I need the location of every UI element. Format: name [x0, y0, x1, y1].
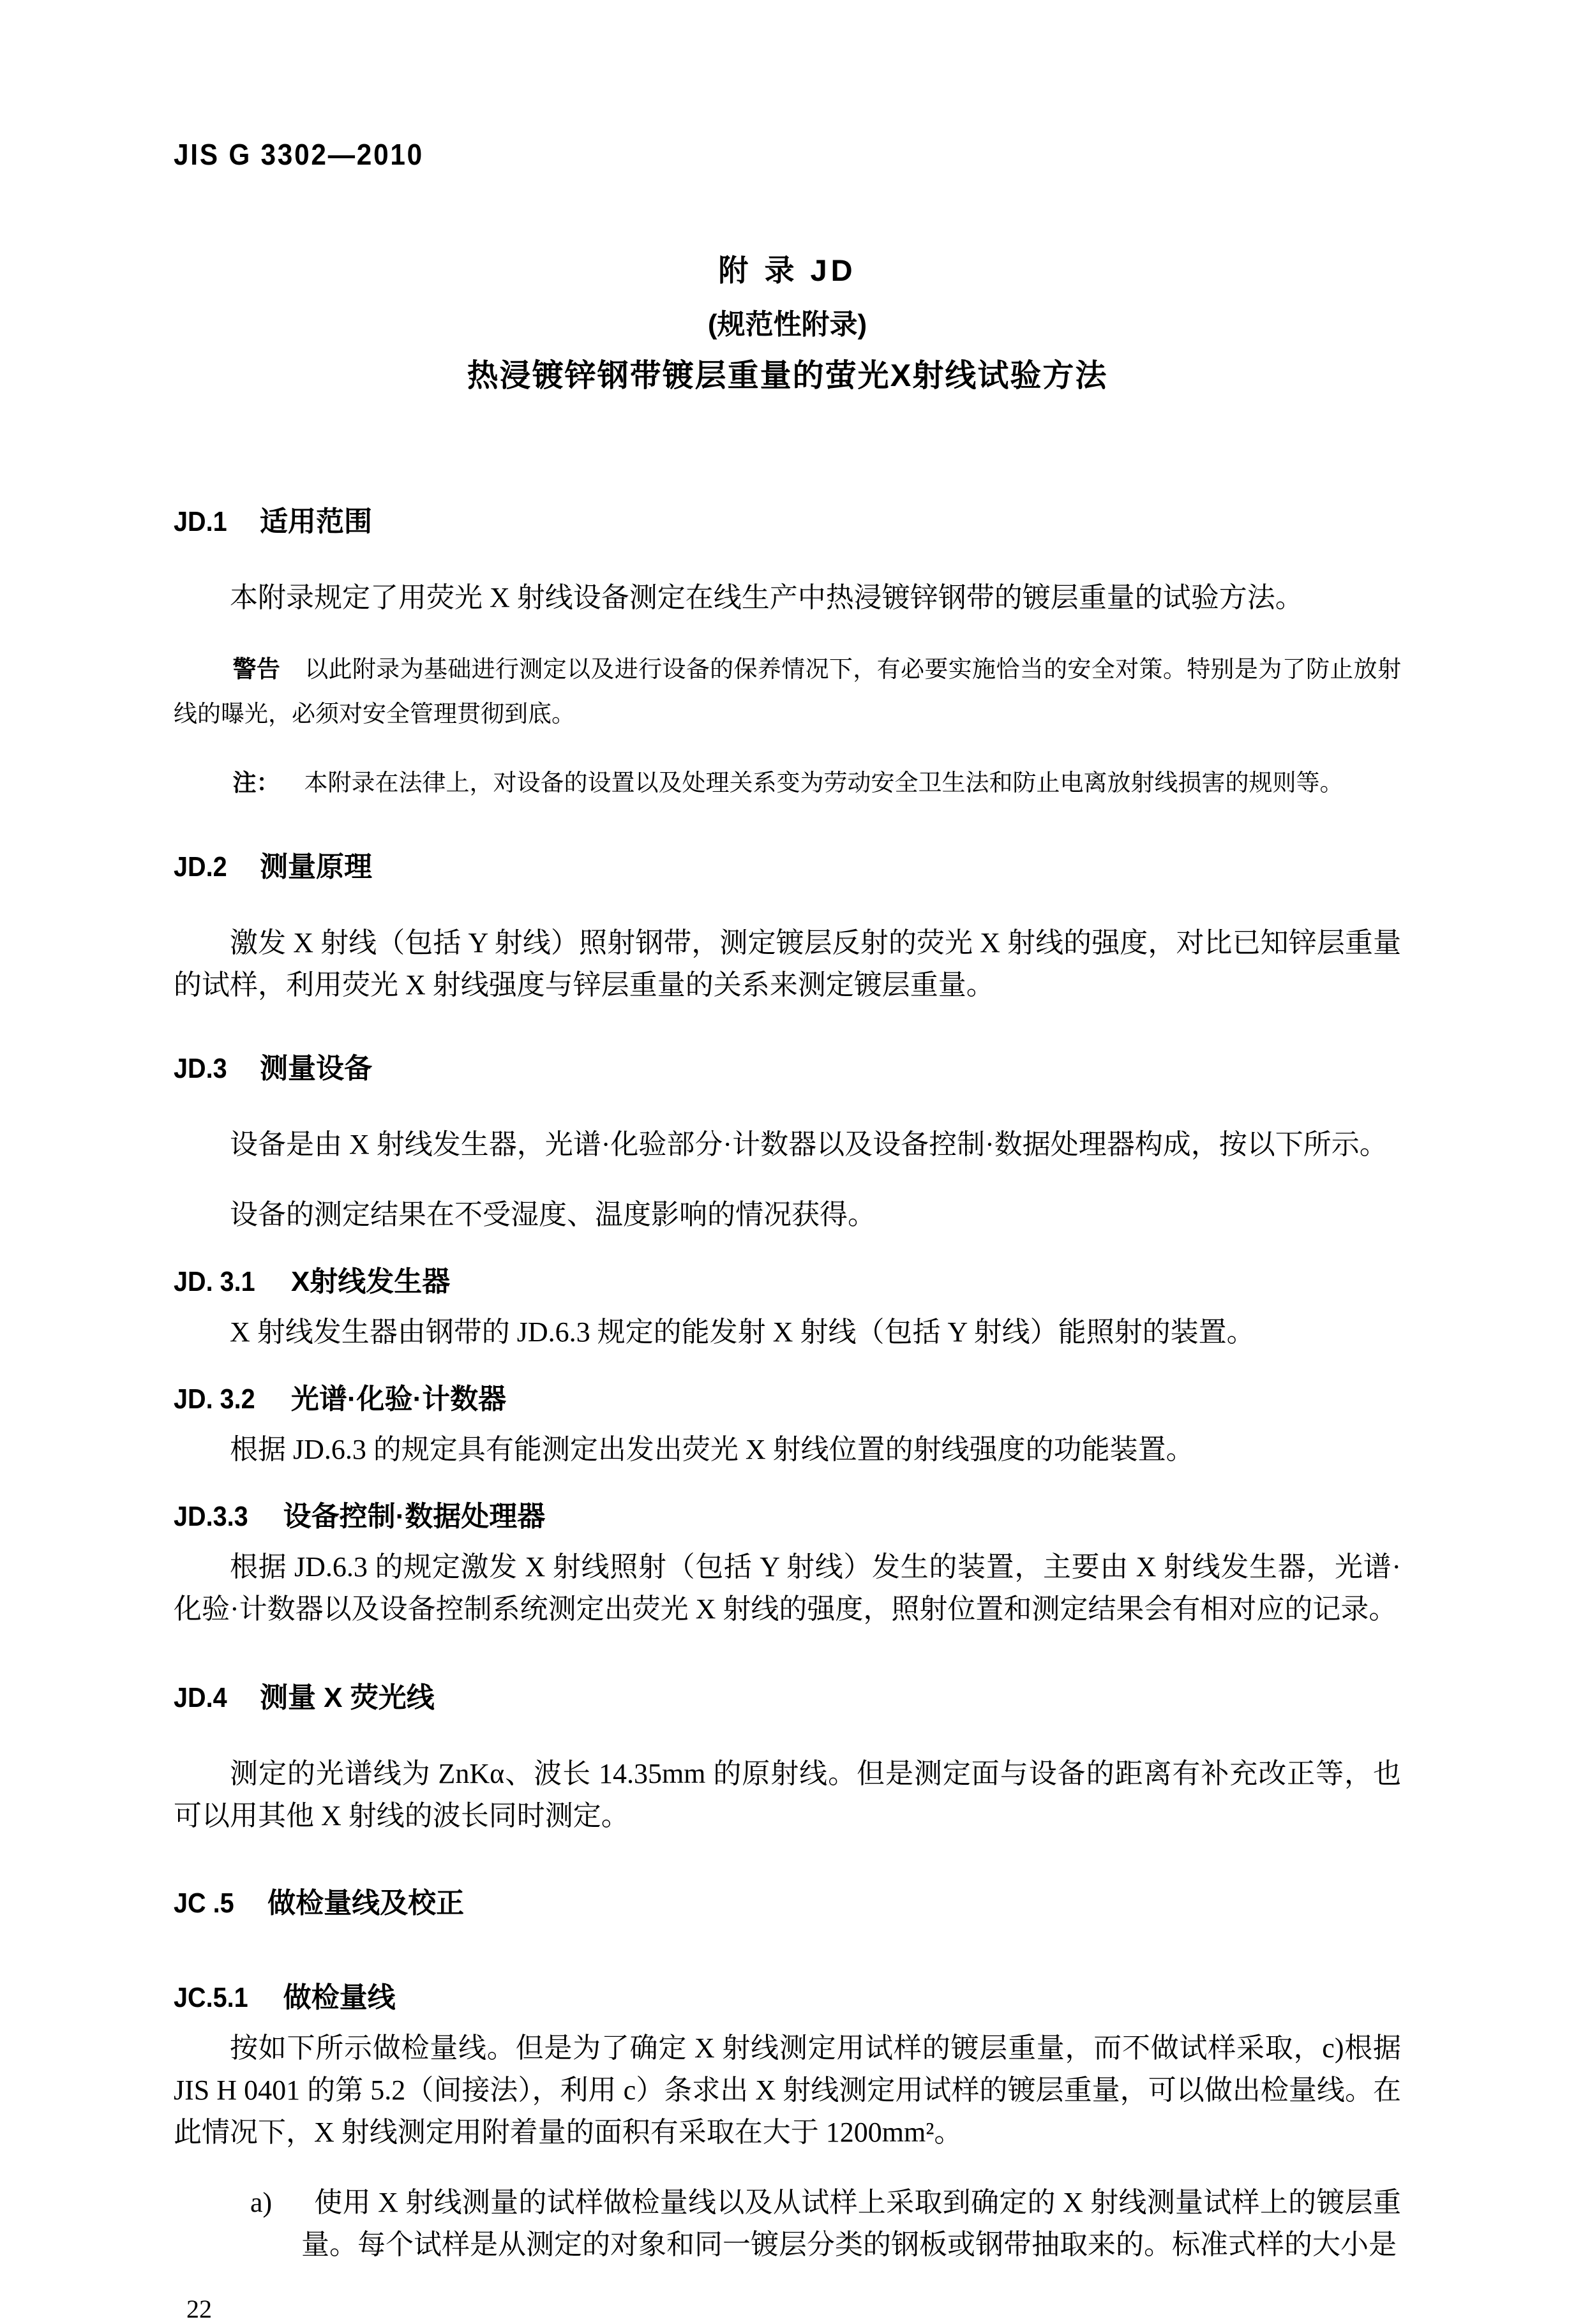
- section-title: 做检量线及校正: [267, 1888, 465, 1919]
- section-title: 测量 X 荧光线: [259, 1682, 435, 1713]
- section-heading-jd1: [174, 504, 1401, 540]
- appendix-main-title: 热浸镀锌钢带镀层重量的萤光X射线试验方法: [467, 359, 1108, 393]
- paragraph-jd31-generator: X 射线发生器由钢带的 JD.6.3 规定的能发射 X 射线（包括 Y 射线）能照射的装置。: [230, 1316, 1255, 1348]
- section-heading-jd3: [174, 1051, 1401, 1087]
- note-paragraph: [174, 761, 1401, 806]
- section-heading-jd4: [174, 1680, 1401, 1716]
- section-number: JC.5.1: [174, 1982, 248, 2013]
- section-number: JD.1: [174, 506, 227, 537]
- section-heading-jd32: [174, 1382, 1401, 1417]
- section-heading-jc51: [174, 1980, 1401, 2016]
- section-title: 做检量线: [283, 1982, 396, 2013]
- list-item-a: [174, 2182, 1401, 2266]
- paragraph-jd1-scope: 本附录规定了用荧光 X 射线设备测定在线生产中热浸镀锌钢带的镀层重量的试验方法。: [230, 582, 1303, 613]
- section-number: JD.2: [174, 851, 227, 883]
- section-number: JD.3: [174, 1053, 227, 1084]
- section-number: JD.3.3: [174, 1501, 248, 1532]
- paragraph-jc51-calibration: 按如下所示做检量线。但是为了确定 X 射线测定用试样的镀层重量，而不做试样采取，c)根据 JIS H 0401 的第 5.2（间接法），利用 c）条求出 X 射线测定用试样的镀层重量，可以做出检量线。在此情况下，X 射线测定用附着量的面积有采取在大于 1200mm²。: [174, 2032, 1401, 2148]
- appendix-subtitle: (规范性附录): [707, 309, 867, 340]
- paragraph-jd2-principle: 激发 X 射线（包括 Y 射线）照射钢带，测定镀层反射的荧光 X 射线的强度，对比已知锌层重量的试样，利用荧光 X 射线强度与锌层重量的关系来测定镀层重量。: [174, 927, 1401, 1001]
- section-title: 光谱·化验·计数器: [290, 1383, 507, 1415]
- paragraph-jd4-fluorescence: 测定的光谱线为 ZnKα、波长 14.35mm 的原射线。但是测定面与设备的距离有补充改正等，也可以用其他 X 射线的波长同时测定。: [174, 1758, 1401, 1831]
- section-heading-jd33: [174, 1499, 1401, 1535]
- section-heading-jd31: [174, 1264, 1401, 1300]
- section-number: JD.4: [174, 1682, 227, 1713]
- note-text: 本附录在法律上，对设备的设置以及处理关系变为劳动安全卫生法和防止电离放射线损害的规则等。: [304, 770, 1344, 796]
- section-title: X射线发生器: [290, 1266, 451, 1297]
- section-number: JC .5: [174, 1888, 234, 1919]
- list-item-marker: a): [250, 2187, 273, 2218]
- page-number: 22: [186, 2295, 212, 2323]
- section-title: 设备控制·数据处理器: [283, 1501, 546, 1532]
- appendix-title: 附 录 JD: [718, 253, 857, 287]
- section-title: 适用范围: [259, 506, 372, 537]
- paragraph-jd3-equipment-1: 设备是由 X 射线发生器，光谱·化验部分·计数器以及设备控制·数据处理器构成，按以下所示。: [230, 1129, 1388, 1160]
- section-number: JD. 3.1: [174, 1266, 255, 1297]
- list-item-text: 使用 X 射线测量的试样做检量线以及从试样上采取到确定的 X 射线测量试样上的镀层重量。每个试样是从测定的对象和同一镀层分类的钢板或钢带抽取来的。标准式样的大小是: [301, 2187, 1401, 2260]
- paragraph-jd3-equipment-2: 设备的测定结果在不受湿度、温度影响的情况获得。: [230, 1199, 876, 1230]
- paragraph-jd33-processor: 根据 JD.6.3 的规定激发 X 射线照射（包括 Y 射线）发生的装置，主要由 X 射线发生器，光谱·化验·计数器以及设备控制系统测定出荧光 X 射线的强度，照射位置和测定结果会有相对应的记录。: [174, 1551, 1401, 1625]
- paragraph-jd32-counter: 根据 JD.6.3 的规定具有能测定出发出荧光 X 射线位置的射线强度的功能装置。: [230, 1434, 1194, 1465]
- warning-paragraph: [174, 647, 1401, 737]
- appendix-title-block: [174, 247, 1401, 396]
- note-label: 注：: [232, 770, 280, 796]
- standard-number-header: JIS G 3302—2010: [174, 138, 424, 171]
- section-heading-jc5: [174, 1886, 1401, 1921]
- warning-label: 警告: [232, 656, 281, 682]
- section-number: JD. 3.2: [174, 1383, 255, 1415]
- section-heading-jd2: [174, 849, 1401, 885]
- section-title: 测量设备: [259, 1053, 372, 1084]
- warning-text: 以此附录为基础进行测定以及进行设备的保养情况下，有必要实施恰当的安全对策。特别是为了防止放射线的曝光，必须对安全管理贯彻到底。: [174, 657, 1401, 727]
- section-title: 测量原理: [259, 851, 372, 883]
